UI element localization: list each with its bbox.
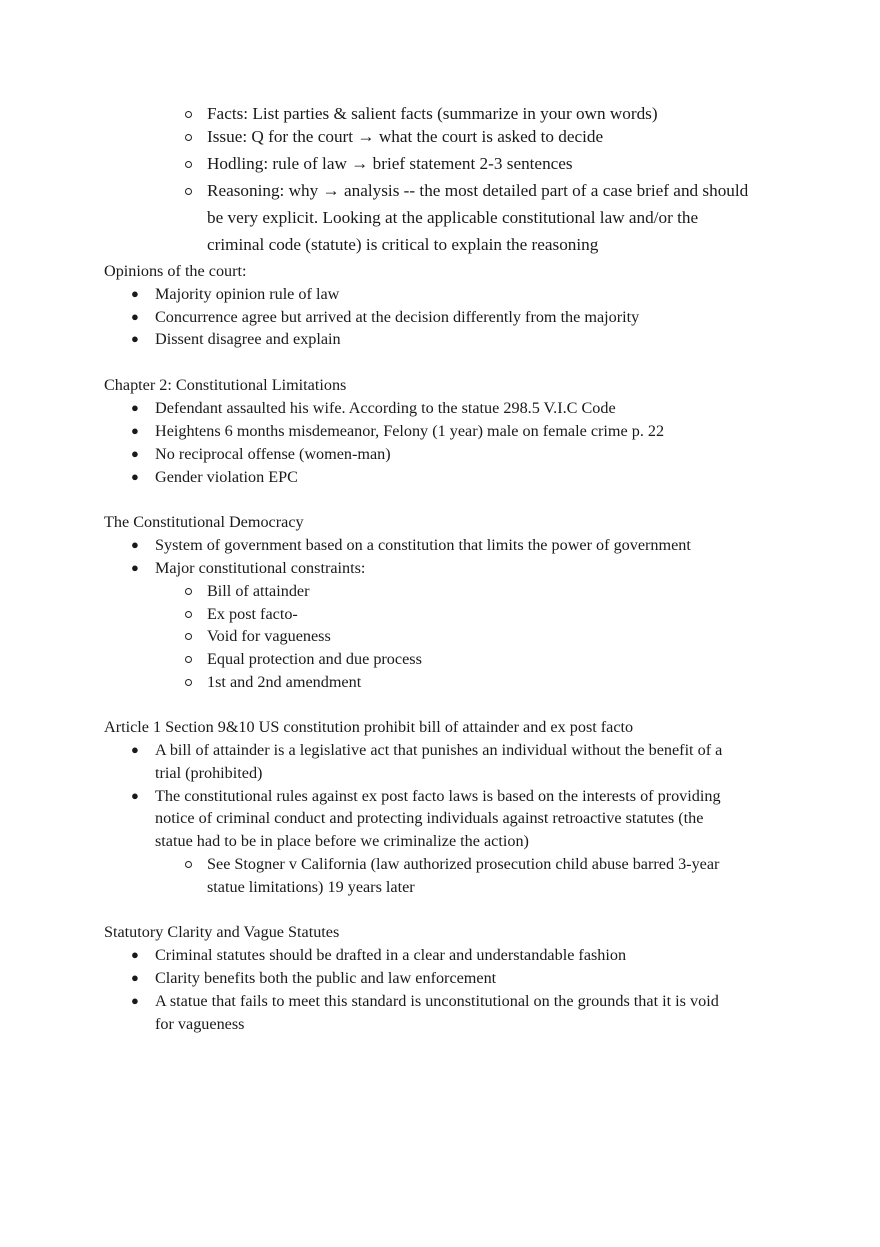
sub-list-item-continuation: statue limitations) 19 years later xyxy=(207,878,415,896)
list-item: Heightens 6 months misdemeanor, Felony (1 year) male on female crime p. 22 xyxy=(155,422,665,440)
list-item: Gender violation EPC xyxy=(155,468,298,486)
list-item: Issue: Q for the court → what the court is asked to decide xyxy=(207,127,604,146)
circle-bullet xyxy=(185,188,192,195)
sub-list-item: See Stogner v California (law authorized prosecution child abuse barred 3-year xyxy=(207,855,720,873)
circle-bullet xyxy=(185,633,192,640)
section-heading: Chapter 2: Constitutional Limitations xyxy=(104,376,347,394)
list-item: Hodling: rule of law → brief statement 2-3 sentences xyxy=(207,154,573,173)
bullet-dot: ● xyxy=(131,423,139,438)
list-item: Major constitutional constraints: xyxy=(155,559,366,577)
list-item: A bill of attainder is a legislative act that punishes an individual without the benefit of a xyxy=(155,741,723,759)
list-item-continuation: for vagueness xyxy=(155,1015,245,1033)
bullet-dot: ● xyxy=(131,400,139,415)
bullet-dot: ● xyxy=(131,446,139,461)
bullet-dot: ● xyxy=(131,309,139,324)
list-item-continuation: be very explicit. Looking at the applicable constitutional law and/or the xyxy=(207,208,699,227)
sub-list-item: Bill of attainder xyxy=(207,582,310,600)
list-item: Reasoning: why → analysis -- the most detailed part of a case brief and should xyxy=(207,181,749,200)
list-item: The constitutional rules against ex post facto laws is based on the interests of providing xyxy=(155,787,721,805)
bullet-dot: ● xyxy=(131,331,139,346)
bullet-dot: ● xyxy=(131,286,139,301)
list-item: System of government based on a constitution that limits the power of government xyxy=(155,536,691,554)
section-heading: Opinions of the court: xyxy=(104,262,247,280)
list-item-continuation: criminal code (statute) is critical to explain the reasoning xyxy=(207,235,599,254)
list-item: Dissent disagree and explain xyxy=(155,330,341,348)
bullet-dot: ● xyxy=(131,947,139,962)
bullet-dot: ● xyxy=(131,469,139,484)
circle-bullet xyxy=(185,588,192,595)
list-item: Facts: List parties & salient facts (summarize in your own words) xyxy=(207,104,658,123)
sub-list-item: Ex post facto- xyxy=(207,605,298,623)
circle-bullet xyxy=(185,611,192,618)
bullet-dot: ● xyxy=(131,742,139,757)
circle-bullet xyxy=(185,161,192,168)
sub-list-item: Equal protection and due process xyxy=(207,650,422,668)
list-item: Clarity benefits both the public and law enforcement xyxy=(155,969,497,987)
bullet-dot: ● xyxy=(131,970,139,985)
sub-list-item: 1st and 2nd amendment xyxy=(207,673,362,691)
list-item: No reciprocal offense (women-man) xyxy=(155,445,391,463)
section-heading: The Constitutional Democracy xyxy=(104,513,304,531)
list-item: Concurrence agree but arrived at the decision differently from the majority xyxy=(155,308,640,326)
list-item: Criminal statutes should be drafted in a clear and understandable fashion xyxy=(155,946,627,964)
bullet-dot: ● xyxy=(131,537,139,552)
bullet-dot: ● xyxy=(131,788,139,803)
section-heading: Statutory Clarity and Vague Statutes xyxy=(104,923,340,941)
circle-bullet xyxy=(185,656,192,663)
circle-bullet xyxy=(185,134,192,141)
list-item: Defendant assaulted his wife. According to the statue 298.5 V.I.C Code xyxy=(155,399,616,417)
list-item: Majority opinion rule of law xyxy=(155,285,340,303)
bullet-dot: ● xyxy=(131,560,139,575)
list-item-continuation: statue had to be in place before we criminalize the action) xyxy=(155,832,529,850)
sub-list-item: Void for vagueness xyxy=(207,627,331,645)
circle-bullet xyxy=(185,861,192,868)
list-item-continuation: trial (prohibited) xyxy=(155,764,263,782)
circle-bullet xyxy=(185,679,192,686)
list-item: A statue that fails to meet this standard is unconstitutional on the grounds that it is void xyxy=(155,992,719,1010)
list-item-continuation: notice of criminal conduct and protecting individuals against retroactive statutes (the xyxy=(155,809,704,827)
bullet-dot: ● xyxy=(131,993,139,1008)
section-heading: Article 1 Section 9&10 US constitution prohibit bill of attainder and ex post facto xyxy=(104,718,634,736)
circle-bullet xyxy=(185,111,192,118)
